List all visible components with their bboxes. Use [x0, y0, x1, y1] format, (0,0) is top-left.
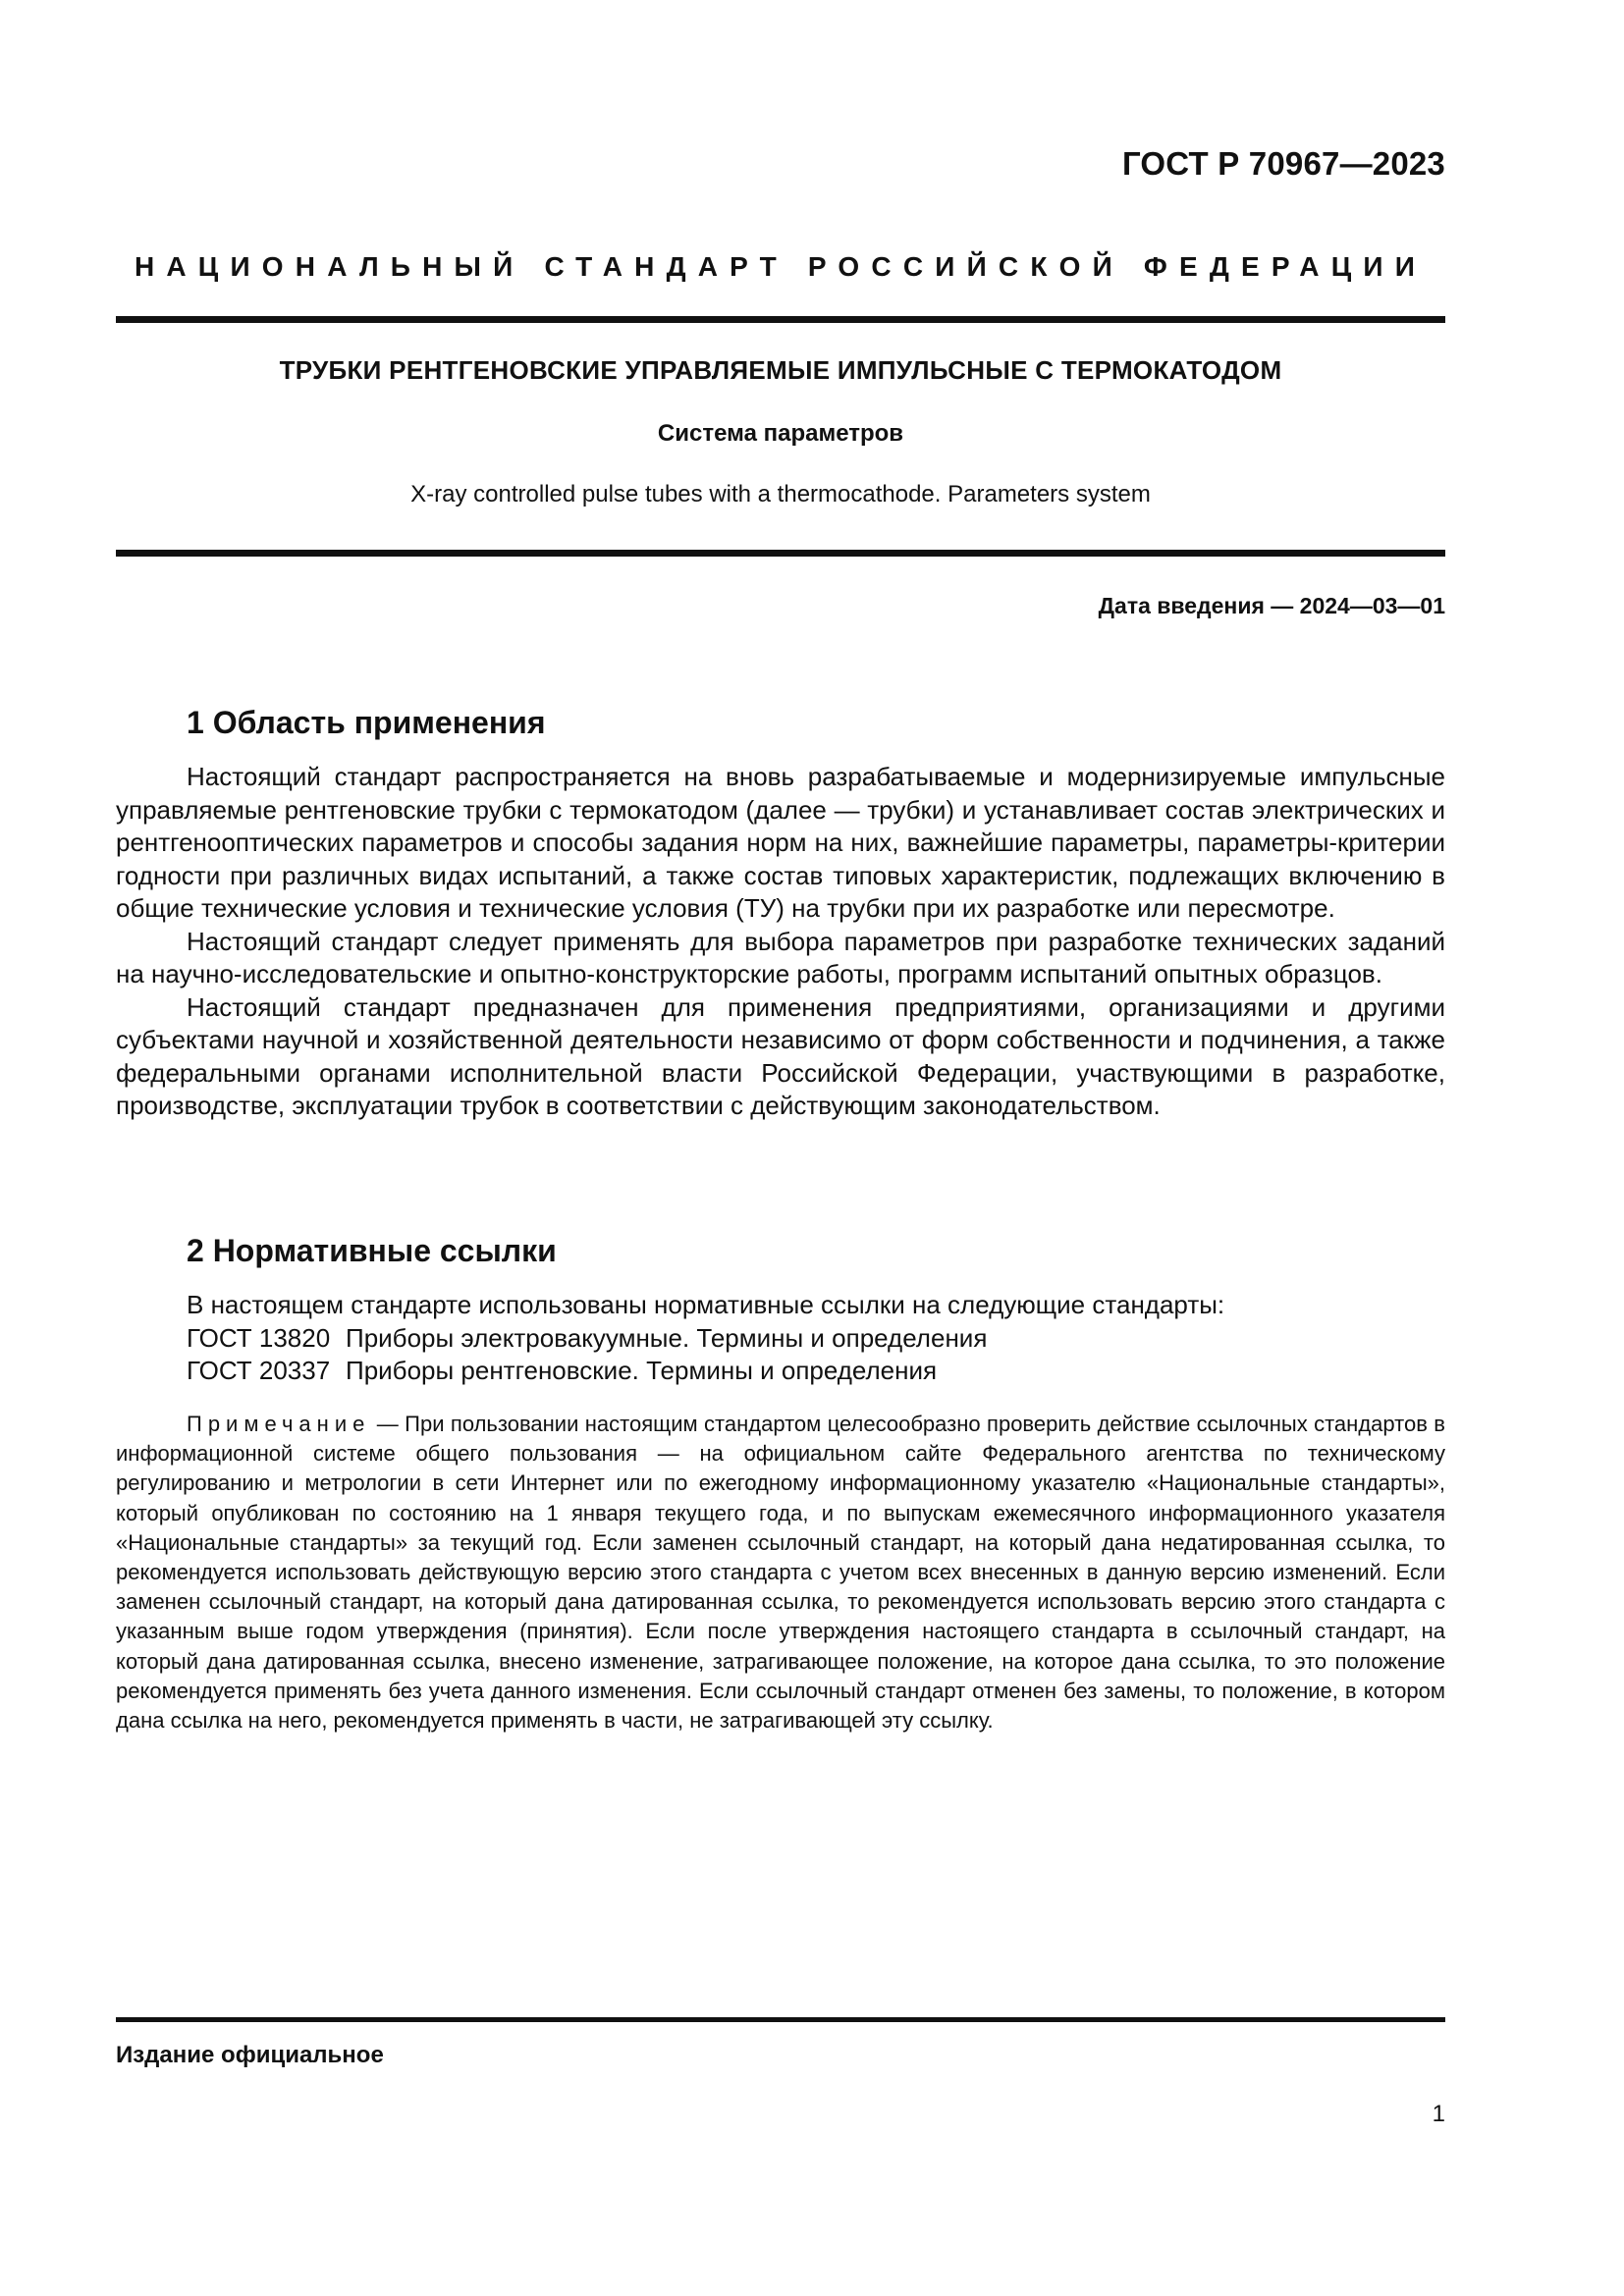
section-1-paragraph: Настоящий стандарт предназначен для применения предприятиями, организациями и другими субъектами научной и хозяйственной деятельности независимо от форм собственности и подчинения, а также федеральными органами исполнительной власти Российской Федерации, участвующими в разработке, производстве, эксплуатации трубок в соответствии с действующим законодательством. — [116, 991, 1445, 1120]
official-edition-label: Издание официальное — [116, 2042, 384, 2068]
note-text: — При пользовании настоящим стандартом целесообразно проверить действие ссылочных стандартов в информационной системе общего пользования — на официальном сайте Федерального агентства по техническому регулированию и метрологии в сети Интернет или по ежегодному информационному указателю «Национальные стандарты», который опубликован по состоянию на 1 января текущего года, и по выпускам ежемесячного информационного указателя «Национальные стандарты» за текущий год. Если заменен ссылочный стандарт, на который дана недатированная ссылка, то рекомендуется использовать действующую версию этого стандарта с учетом всех внесенных в данную версию изменений. Если заменен ссылочный стандарт, на который дана датированная ссылка, то рекомендуется использовать версию этого стандарта с указанным выше годом утверждения (принятия). Если после утверждения настоящего стандарта в ссылочный стандарт, на который дана датированная ссылка, внесено изменение, затрагивающее положение, на которое дана ссылка, то это положение рекомендуется применять без учета данного изменения. Если ссылочный стандарт отменен без замены, то положение, в котором дана ссылка на него, рекомендуется применять в части, не затрагивающей эту ссылку. — [116, 1412, 1445, 1734]
section-1-paragraph: Настоящий стандарт распространяется на вновь разрабатываемые и модернизируемые импульсные управляемые рентгеновские трубки с термокатодом (далее — трубки) и устанавливает состав электрических и рентгенооптических параметров и способы задания норм на них, важнейшие параметры, параметры-критерии годности при различных видах испытаний, а также состав типовых характеристик, подлежащих включению в общие технические условия и технические условия (ТУ) на трубки при их разработке или пересмотре. — [116, 762, 1445, 923]
gost-code: ГОСТ Р 70967—2023 — [1121, 145, 1445, 182]
section-2-heading: 2 Нормативные ссылки — [187, 1233, 557, 1268]
reference-title: Приборы рентгеновские. Термины и определения — [346, 1356, 938, 1385]
reference-item — [187, 1322, 1445, 1356]
references-intro: В настоящем стандарте использованы нормативные ссылки на следующие стандарты: — [187, 1290, 1225, 1319]
reference-item — [187, 1355, 1445, 1388]
section-1-paragraph: Настоящий стандарт следует применять для выбора параметров при разработке технических заданий на научно-исследовательские и опытно-конструкторские работы, программ испытаний опытных образцов. — [116, 926, 1445, 988]
section-1-heading: 1 Область применения — [187, 705, 546, 740]
references-note — [116, 1410, 1445, 1735]
page-number: 1 — [1432, 2101, 1445, 2127]
normative-references — [187, 1289, 1445, 1388]
reference-code: ГОСТ 20337 — [187, 1356, 331, 1385]
intro-date: Дата введения — 2024—03—01 — [1098, 593, 1445, 618]
reference-title: Приборы электровакуумные. Термины и определения — [346, 1322, 988, 1353]
section-1-body — [116, 761, 1445, 1123]
document-title: ТРУБКИ РЕНТГЕНОВСКИЕ УПРАВЛЯЕМЫЕ ИМПУЛЬСНЫЕ С ТЕРМОКАТОДОМ — [279, 355, 1282, 385]
document-subtitle: Система параметров — [657, 420, 904, 447]
title-divider — [116, 550, 1445, 557]
national-standard-banner: НАЦИОНАЛЬНЫЙ СТАНДАРТ РОССИЙСКОЙ ФЕДЕРАЦИИ — [134, 251, 1428, 282]
footer-divider — [116, 2017, 1445, 2022]
note-label: Примечание — [187, 1412, 371, 1436]
reference-code: ГОСТ 13820 — [187, 1322, 331, 1353]
document-english-title: X-ray controlled pulse tubes with a thermocathode. Parameters system — [410, 481, 1151, 507]
top-divider — [116, 316, 1445, 323]
